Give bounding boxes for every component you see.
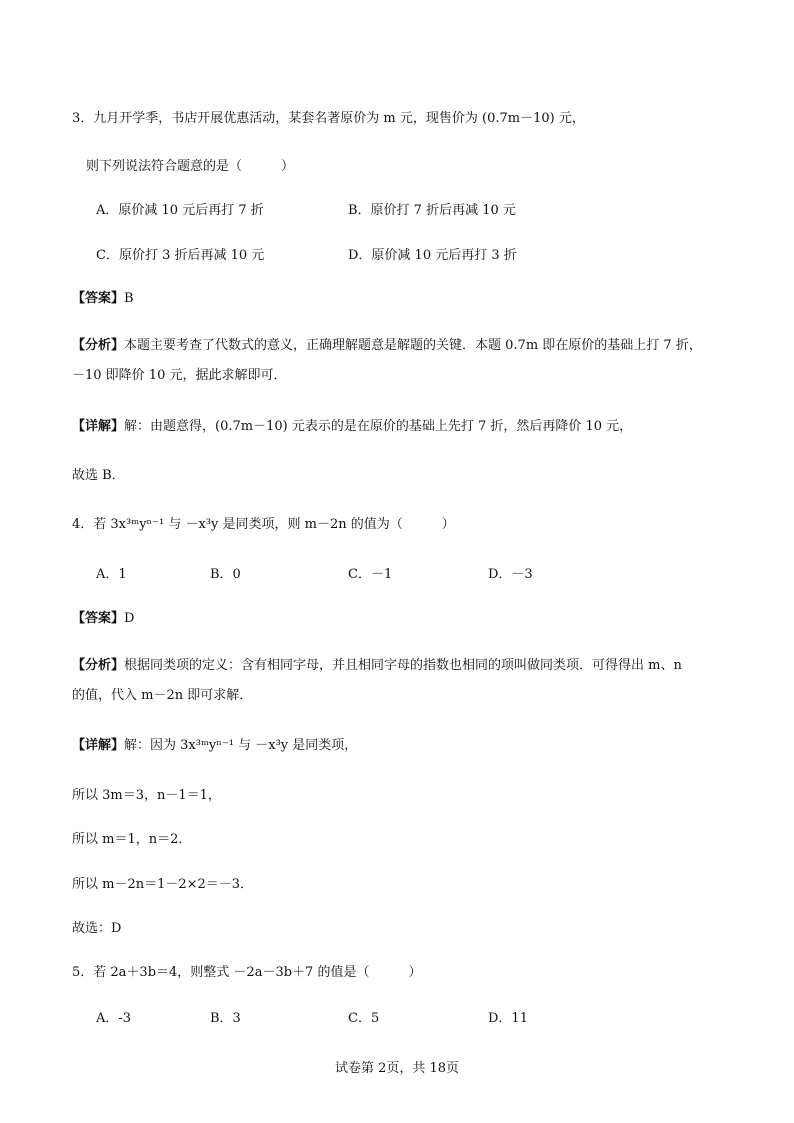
q5-stem: 5．若 2a＋3b＝4，则整式 －2a－3b＋7 的值是（ ） xyxy=(72,965,422,980)
q4-answer-tag: 【答案】 xyxy=(72,611,125,626)
q3-detail-line1 xyxy=(72,418,632,436)
q4-option-c: C．－1 xyxy=(348,567,393,582)
q4-detail-line1 xyxy=(72,737,357,755)
page-footer: 试卷第 2页，共 18页 xyxy=(334,1061,460,1076)
q4-analysis-line1 xyxy=(72,657,682,675)
q3-conclusion: 故选 B． xyxy=(72,468,125,483)
q4-option-a: A．1 xyxy=(96,567,127,582)
q3-stem-line2: 则下列说法符合题意的是（ ） xyxy=(86,159,295,174)
q5-option-c: C．5 xyxy=(348,1011,380,1026)
q3-detail-text1: 解：由题意得，(0.7m－10) 元表示的是在原价的基础上先打 7 折，然后再降价 10 元， xyxy=(124,419,633,434)
q4-answer xyxy=(72,610,134,628)
q3-option-d: D．原价减 10 元后再打 3 折 xyxy=(348,248,517,263)
q3-option-c: C．原价打 3 折后再减 10 元 xyxy=(96,248,265,263)
q4-step1: 所以 3m＝3，n－1＝1， xyxy=(72,788,221,803)
q5-option-b: B．3 xyxy=(210,1011,241,1026)
q3-analysis-tag: 【分析】 xyxy=(72,338,125,353)
q3-answer-value: B xyxy=(124,291,134,306)
q4-analysis-line2: 的值，代入 m－2n 即可求解． xyxy=(72,688,253,703)
q4-option-d: D．－3 xyxy=(488,567,533,582)
q3-answer-tag: 【答案】 xyxy=(72,291,125,306)
q4-analysis-tag: 【分析】 xyxy=(72,658,125,673)
q3-analysis-line2: －10 即降价 10 元，据此求解即可． xyxy=(72,368,287,383)
q4-stem: 4．若 3x³ᵐyⁿ⁻¹ 与 －x³y 是同类项，则 m－2n 的值为（ ） xyxy=(72,517,455,532)
q4-detail-text1: 解：因为 3x³ᵐyⁿ⁻¹ 与 －x³y 是同类项， xyxy=(124,738,358,753)
q4-option-b: B．0 xyxy=(210,567,241,582)
q4-answer-value: D xyxy=(124,611,135,626)
q5-option-d: D．11 xyxy=(488,1011,528,1026)
q4-step2: 所以 m＝1，n＝2． xyxy=(72,832,192,847)
q3-stem-line1: 3．九月开学季，书店开展优惠活动，某套名著原价为 m 元，现售价为 (0.7m－10) 元， xyxy=(72,111,585,126)
q3-option-a: A．原价减 10 元后再打 7 折 xyxy=(96,203,264,218)
q3-option-b: B．原价打 7 折后再减 10 元 xyxy=(348,203,516,218)
q4-step3: 所以 m－2n＝1－2×2＝－3． xyxy=(72,877,254,892)
q4-conclusion: 故选：D xyxy=(72,921,122,936)
q3-analysis-line1 xyxy=(72,337,702,355)
q3-analysis-text1: 本题主要考查了代数式的意义，正确理解题意是解题的关键．本题 0.7m 即在原价的基础上打 7 折， xyxy=(124,338,702,353)
q4-detail-tag: 【详解】 xyxy=(72,738,125,753)
q4-analysis-text1: 根据同类项的定义：含有相同字母，并且相同字母的指数也相同的项叫做同类项．可得得出 m、n xyxy=(124,658,682,673)
q5-option-a: A．-3 xyxy=(96,1011,132,1026)
q3-answer xyxy=(72,290,134,308)
q3-detail-tag: 【详解】 xyxy=(72,419,125,434)
